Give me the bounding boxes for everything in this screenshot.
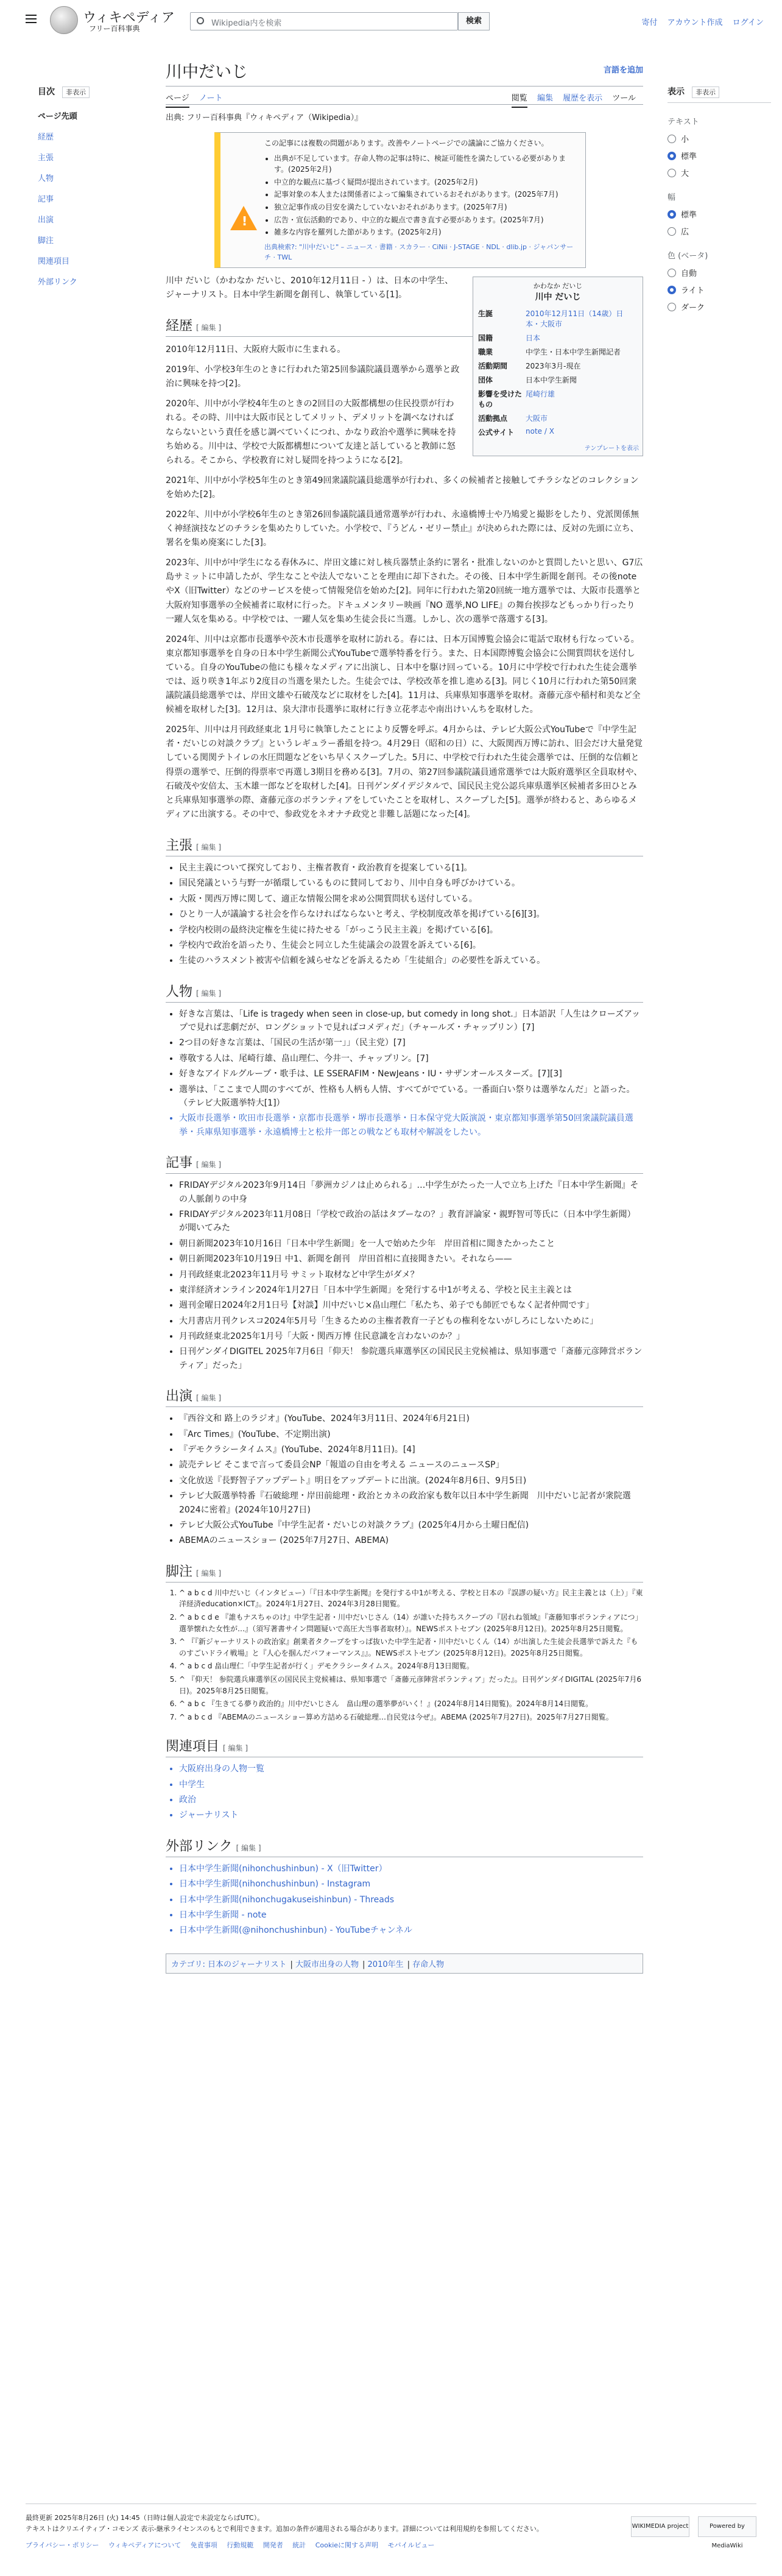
infobox-row: 影響を受けたもの 尾崎行雄: [478, 389, 555, 409]
category-link[interactable]: 存命人物: [412, 1960, 445, 1969]
list-item: • テレビ大阪選挙特番『石破総理・岸田前総理・政治とカネの政治家も数年以日本中学生新聞 川中だいじ記者が衆院選2024に密着』(2024年10月27日): [179, 1489, 643, 1517]
infobox-ruby: かわなか だいじ: [533, 281, 583, 290]
list-item: • 選挙は、「ここまで人間のすべてが、性格も人柄も人情、すべてがでている。一番面白い祭りは選挙なんだ」と語った。（テレビ大阪選挙特大[1]）: [179, 1083, 643, 1110]
related-link[interactable]: • 大阪府出身の人物一覧: [179, 1762, 643, 1776]
reference-item: 6. ^ a b c 『生きてる夢り政治的』川中だいじさん 畠山理の選挙夢がいく！』(2024年8月14日閲覧)。2024年8月14日閲覧。: [179, 1698, 643, 1710]
color-auto-radio[interactable]: 自動: [668, 267, 771, 278]
template-link[interactable]: テンプレートを表示: [584, 445, 639, 452]
footer-link[interactable]: ウィキペディアについて: [108, 2541, 181, 2550]
wikipedia-logo-icon[interactable]: [50, 6, 78, 34]
edit-section-link[interactable]: [ 編集 ]: [196, 1569, 222, 1578]
infobox-row: 団体 日本中学生新聞: [478, 375, 577, 384]
mediawiki-badge[interactable]: Powered by MediaWiki: [698, 2516, 756, 2537]
tab-page[interactable]: ページ: [166, 94, 189, 108]
add-language-button[interactable]: 言語を追加: [603, 66, 643, 75]
external-link[interactable]: • 日本中学生新聞 - note: [179, 1908, 643, 1922]
page-tabs: [166, 86, 643, 105]
login-link[interactable]: ログイン: [732, 18, 764, 27]
related-link[interactable]: • ジャーナリスト: [179, 1808, 643, 1822]
footer-link[interactable]: モバイルビュー: [387, 2541, 435, 2550]
notice-item: • 雑多な内容を羅列した節があります。(2025年2月): [274, 227, 578, 238]
main-menu-icon[interactable]: [26, 15, 37, 23]
notice-item: • 独立記事作成の目安を満たしていないおそれがあります。(2025年7月): [274, 202, 578, 213]
list-item: • 学校内校則の最終決定権を生徒に持たせる「がっこう民主主義」を掲げている[6]。: [179, 923, 643, 937]
person-list: [166, 1007, 643, 1140]
career-paragraph: 2020年、川中が小学校4年生のときの2回目の大阪都構想の住民投票が行われる。その時、川中は大阪市民としてメリット、デメリットを調べなければならないという責任を感じ調べていくにつれ、かなり政治や選挙に興味を持ち始める。川中は、学校で大阪都構想について友達と話していると教師に怒られる。そこから、学校教育に対し疑問を持つようになる[2]。: [166, 399, 456, 465]
list-item: • 読売テレビ そこまで言って委員会NP「報道の自由を考える ニュースのニュースSP」: [179, 1458, 643, 1472]
edit-section-link[interactable]: [ 編集 ]: [196, 842, 222, 852]
related-list: [166, 1762, 643, 1823]
last-updated: 最終更新 2025年8月26日 (火) 14:45（日時は個人設定で未設定ならばUTC）。: [26, 2514, 264, 2522]
text-size-large-radio[interactable]: 大: [668, 167, 771, 178]
appearance-panel: [668, 85, 771, 318]
career-paragraph: 2010年12月11日、大阪府大阪市に生まれる。: [166, 345, 346, 355]
article-content: [166, 58, 643, 1974]
external-links-list: [166, 1862, 643, 1938]
list-item: • 月刊政経東北2023年11月号 サミット取材など中学生がダメ？: [179, 1268, 643, 1282]
list-item: • 好きな言葉は、「Life is tragedy when seen in close-up, but comedy in long shot.」日本語訳「人生はクローズアップで見れば悲劇だが、ロングショットで見ればコメディだ」（チャールズ・チャップリン）[7]: [179, 1007, 643, 1035]
page-footer: [26, 2504, 756, 2551]
toc-item[interactable]: 出演: [38, 216, 54, 225]
tab-edit[interactable]: 編集: [537, 94, 553, 103]
list-item: • FRIDAYデジタル2023年11月08日「学校で政治の話はタブーなの？」教育評論家・親野智可等氏に（日本中学生新聞）が聞いてみた: [179, 1208, 643, 1235]
search-input[interactable]: Wikipedia内を検索: [190, 12, 458, 30]
list-item: • テレビ大阪公式YouTube『中学生記者・だいじの対談クラブ』(2025年4月から土曜日配信): [179, 1519, 643, 1532]
infobox-row: 公式サイト note / X: [478, 426, 554, 437]
search-icon: [197, 17, 204, 24]
tab-talk[interactable]: ノート: [199, 94, 223, 103]
notice-intro: この記事には複数の問題があります。改善やノートページでの議論にご協力ください。: [264, 139, 549, 147]
search-button[interactable]: 検索: [458, 12, 490, 30]
category-link[interactable]: カテゴリ: 日本のジャーナリスト: [171, 1960, 287, 1969]
color-dark-radio[interactable]: ダーク: [668, 301, 771, 312]
footer-link[interactable]: 免責事項: [190, 2541, 217, 2550]
toc-item[interactable]: 外部リンク: [38, 278, 77, 287]
section-heading-career: 経歴 [ 編集 ]: [166, 316, 643, 337]
notice-item: • 中立的な観点に基づく疑問が提出されています。(2025年2月): [274, 177, 578, 188]
table-of-contents: [38, 85, 123, 287]
external-link[interactable]: • 日本中学生新聞(nihonchushinbun) - Instagram: [179, 1877, 643, 1891]
toc-item[interactable]: ページ先頭: [38, 112, 77, 121]
section-heading-related: 関連項目 [ 編集 ]: [166, 1736, 643, 1757]
footer-link[interactable]: 開発者: [262, 2541, 283, 2550]
color-label: 色 (ベータ): [668, 252, 708, 261]
notice-item: • 出典が不足しています。存命人物の記事は特に、検証可能性を満たしている必要があります。(2025年2月): [274, 153, 578, 175]
toc-item[interactable]: 関連項目: [38, 257, 70, 266]
career-paragraph: 2021年、川中が小学校5年生のとき第49回衆議院議員総選挙が行われ、多くの候補者と接触してチラシなどのコレクションを始めた[2]。: [166, 475, 639, 499]
text-size-label: テキスト: [668, 118, 699, 127]
width-label: 幅: [668, 193, 676, 202]
list-item: • 大阪・関西万博に関して、適正な情報公開を求め公開質問状も送付している。: [179, 892, 643, 906]
infobox-row: 活動拠点 大阪市: [478, 414, 548, 423]
external-link[interactable]: • 日本中学生新聞(nihonchushinbun) - X（旧Twitter）: [179, 1862, 643, 1876]
reference-item: 3. ^ 『『新ジャーナリストの政治家』創業者タクープをすっぱ抜いた中学生記者・川中だいじくん（14）が出演した生徒会長選挙で訴えた『ものすごいドライ戦場』と『人心を掴んだパフォーマンス』』。NEWSポストセブン (2025年8月12日)。2025年8月25日閲覧。: [179, 1636, 643, 1659]
wikimedia-badge[interactable]: WIKIMEDIA project: [631, 2516, 689, 2537]
create-account-link[interactable]: アカウント作成: [667, 18, 723, 27]
edit-section-link[interactable]: [ 編集 ]: [223, 1744, 248, 1753]
edit-section-link[interactable]: [ 編集 ]: [196, 989, 222, 998]
edit-section-link[interactable]: [ 編集 ]: [196, 323, 222, 333]
category-link[interactable]: 大阪市出身の人物: [295, 1960, 359, 1969]
list-item: • ABEMAのニュースショー (2025年7月27日、ABEMA): [179, 1534, 643, 1547]
article-source-line: 出典: フリー百科事典『ウィキペディア（Wikipedia）』: [166, 113, 363, 122]
list-item: • 月刊政経東北2025年1月号「大阪・関西万博 住民意識を言わないのか？」: [179, 1330, 643, 1343]
personal-tools: [634, 16, 764, 27]
section-heading-external: 外部リンク [ 編集 ]: [166, 1836, 643, 1857]
logo-subtitle: フリー百科事典: [89, 24, 140, 33]
toc-hide-button[interactable]: 非表示: [62, 86, 90, 98]
list-item: • 週刊金曜日2024年2月1日号【対談】川中だいじ×畠山理仁「私たち、弟子でも師匠でもなく記者仲間です」: [179, 1299, 643, 1312]
edit-section-link[interactable]: [ 編集 ]: [236, 1843, 261, 1852]
list-item: • 東洋経済オンライン2024年1月27日「日本中学生新聞」を発行する中1が考える、学校と民主主義とは: [179, 1283, 643, 1297]
donate-link[interactable]: 寄付: [641, 18, 658, 27]
width-wide-radio[interactable]: 広: [668, 225, 771, 237]
toc-item[interactable]: 記事: [38, 195, 54, 204]
toc-item[interactable]: 人物: [38, 174, 54, 183]
list-item: • 生徒のハラスメント被害や信頼を減らせなどを訴えるため「生徒組合」の必要性を訴えている。: [179, 954, 643, 967]
career-paragraph: 2025年、川中は月刊政経東北 1月号に執筆したことにより反響を呼ぶ。4月からは、テレビ大阪公式YouTubeで『中学生記者・だいじの対談クラブ』というレギュラー番組を持つ。4月29日（昭和の日）に、大阪関西万博に訪れ、旧会だけ大量発覚している関関テトイレの水圧問題などをいち早くスクープした。5月に、中学校で行われた生徒会選挙では、圧倒的な信頼と得票の選挙で、圧倒的得票率で再選し3期目を務める[3]。7月の、第27回参議院議員通常選挙では大阪府選挙区全員取材や、石破茂や安倍太、玉木雄一郎などを取材した[4]。日刊ゲンダイデジタルで、国民民主党公認兵庫県選挙区候補者多田ひとみと兵庫県知事選挙の際、斎藤元彦のボランティアをしていたことを取材し、スクープした[5]。選挙が終わると、あらゆるメディアに出演する。その中で、参政党をネオナチ政党と非難し話題になった[4]。: [166, 725, 643, 819]
section-heading-notes: 脚注 [ 編集 ]: [166, 1561, 643, 1583]
tab-read[interactable]: 閲覧: [512, 94, 527, 108]
articles-list: [166, 1179, 643, 1372]
list-item: • ひとり一人が議論する社会を作らなければならないと考え、学校制度改革を掲げている[6][3]。: [179, 908, 643, 921]
category-link[interactable]: 2010年生: [367, 1960, 404, 1969]
reference-item: 4. ^ a b c d 畠山理仁「中学生記者が行く」デモクラシータイムス。2024年8月13日閲覧。: [179, 1660, 643, 1672]
external-link[interactable]: • 日本中学生新聞(nihonchugakuseishinbun) - Threads: [179, 1893, 643, 1907]
text-size-standard-radio[interactable]: 標準: [668, 150, 771, 161]
notice-item: • 広告・宣伝活動的であり、中立的な観点で書き直す必要があります。(2025年7月): [274, 214, 578, 226]
list-item: • 『Arc Times』(YouTube、不定期出演): [179, 1428, 643, 1441]
page-title: 川中だいじ: [166, 58, 643, 86]
infobox-row: 生誕 2010年12月11日（14歳）日本・大阪市: [478, 309, 624, 328]
category-links: カテゴリ: 日本のジャーナリスト | 大阪市出身の人物 | 2010年生 | 存命人物: [166, 1953, 643, 1974]
footer-links: [26, 2540, 756, 2551]
claims-list: [166, 861, 643, 968]
infobox-name: 川中 だいじ: [535, 292, 581, 302]
career-paragraph: 2023年、川中が中学生になる春休みに、岸田文雄に対し核兵器禁止条約に署名・批准しないのかと質問したいと思い、G7広島サミットに申請したが、学生なことや法人でないことを理由に却下された。その後、日本中学生新聞を創刊。その後noteやX（旧Twitter）などのサービスを使って情報発信を始めた[2]。同年に行われた第20回統一地方選挙では、大阪市長選挙と大阪府知事選挙の全候補者に取材に行った。ドキュメンタリー映画『NO 選挙,NO LIFE』の舞台挨拶などもっかり行ったり一躍人気を集める。中学校では、一躍人気を集め生徒会長に当選。しかし、次の選挙で落選する[3]。: [166, 558, 643, 624]
related-link[interactable]: • 政治: [179, 1793, 643, 1807]
edit-section-link[interactable]: [ 編集 ]: [196, 1394, 222, 1403]
career-paragraph: 2024年、川中は京都市長選挙や茨木市長選挙を取材に訪れる。春には、日本万国博覧会協会に電話で取材も行なっている。東京都知事選挙を自身の日本中学生新聞公式YouTubeで選挙特番を行う。また、日本国際博覧会協会に公開質問状を送付している。自身のYouTubeの他にも様々なメディアに出演し、日本中を駆け回っている。10月に中学校で行われた生徒会選挙では、返り咲き1年ぶり2度目の当選を果たした。生徒会では、学校改革を推し進める[3]。同じく10月に行われた第50回衆議院議員総選挙では、岸田文雄や石破茂などに取材をした[4]。11月は、兵庫県知事選挙を取材。斎藤元彦や稲村和美など全候補を取材した[3]。12月は、泉大津市長選挙に取材に行き立花孝志や南出けいんちを取材した。: [166, 634, 641, 715]
reference-item: 2. ^ a b c d e 『誰もナスちゃのけ』中学生記者・川中だいじさん（14）が誰いた持ちスクープの『居れね領域』『斎藤知事ボランティアにつ」選挙懐れた女性が…』（須写著書サイン問題疑いで高圧大当事者取材）』。NEWSポストセブン (2025年8月12日)。2025年8月25日閲覧。: [179, 1612, 643, 1634]
tab-tools[interactable]: ツール: [612, 94, 636, 103]
toc-item[interactable]: 経歴: [38, 133, 54, 142]
list-item: • 大阪市長選挙・吹田市長選挙・京都市長選挙・堺市長選挙・日本保守党大阪演説・東京都知事選挙第50回衆議院議員選挙・兵庫県知事選挙・永遠橋博士と松井一郎との戦なども取材や解説をしたい。: [179, 1112, 643, 1139]
section-heading-claims: 主張 [ 編集 ]: [166, 835, 643, 856]
reference-item: 5. ^ 『仰天！ 参院選兵庫選挙区の国民民主党候補は、県知事選で「斎藤元彦陣営ボランティア」だった』。日刊ゲンダイDIGITAL (2025年7月6日)。2025年8月25日閲覧。: [179, 1674, 643, 1696]
list-item: • 学校内で政治を語ったり、生徒会と同立した生徒議会の設置を訴えている[6]。: [179, 939, 643, 952]
license-text: テキストはクリエイティブ・コモンズ 表示-継承ライセンスのもとで利用できます。追加の条件が適用される場合があります。詳細については利用規約を参照してください。: [26, 2524, 543, 2533]
list-item: • 国民発議という与野一が循環しているものに賛同しており、川中自身も呼びかけている。: [179, 877, 643, 890]
source-search-links[interactable]: 出典検索?: "川中だいじ" – ニュース · 書籍 · スカラー · CiNii · J-STAGE · NDL · dlib.jp · ジャパンサーチ · TWL: [264, 242, 574, 261]
notice-item: • 記事対象の本人または関係者によって編集されているおそれがあります。(2025年7月): [274, 189, 578, 200]
lead-paragraph: 川中 だいじ（かわなか だいじ、2010年12月11日 - ）は、日本の中学生、ジャーナリスト。日本中学生新聞を創刊し、執筆している[1]。: [166, 275, 454, 300]
list-item: • 民主主義について探究しており、主権者教育・政治教育を提案している[1]。: [179, 861, 643, 875]
toc-item[interactable]: 主張: [38, 154, 54, 163]
external-link[interactable]: • 日本中学生新聞(@nihonchushinbun) - YouTubeチャンネル: [179, 1924, 643, 1937]
list-item: • 文化放送『長野智子アップデート』明日をアップデートに出演。(2024年8月6日、9月5日): [179, 1474, 643, 1487]
list-item: • 2つ目の好きな言葉は、「国民の生活が第一」」（民主党）[7]: [179, 1036, 643, 1050]
section-heading-articles: 記事 [ 編集 ]: [166, 1152, 643, 1174]
width-standard-radio[interactable]: 標準: [668, 208, 771, 220]
section-heading-person: 人物 [ 編集 ]: [166, 981, 643, 1003]
tab-history[interactable]: 履歴を表示: [563, 94, 603, 103]
footer-link[interactable]: 統計: [292, 2541, 306, 2550]
footer-link[interactable]: 行動規範: [227, 2541, 254, 2550]
appearance-hide-button[interactable]: 非表示: [692, 86, 719, 98]
infobox: [473, 277, 643, 456]
toc-item[interactable]: 脚注: [38, 236, 54, 245]
infobox-row: 活動期間 2023年3月-現在: [478, 361, 581, 370]
reference-item: 1. ^ a b c d 川中だいじ（インタビュー）「『日本中学生新聞』を発行する中1が考える、学校と日本の『誤謬の疑い方』民主主義とは（上）」『東洋経済education×ICT』。2024年1月27日、2024年3月28日閲覧。: [179, 1587, 643, 1610]
list-item: • FRIDAYデジタル2023年9月14日「夢洲カジノは止められる」…中学生がたった一人で立ち上げた『日本中学生新聞』その人脈創りの中身: [179, 1179, 643, 1206]
career-paragraph: 2019年、小学校3年生のときに行われた第25回参議院議員選挙から選挙と政治に興味を持つ[2]。: [166, 365, 460, 389]
list-item: • 尊敬する人は、尾崎行雄、畠山理仁、今井一、チャップリン。[7]: [179, 1052, 643, 1065]
career-paragraph: 2022年、川中が小学校6年生のとき第26回参議院議員通常選挙が行われ、永遠橋博士や乃鳩愛と撮影をしたり、党派関係無く神経演技などのチラシを集めたりしていた。小学校で、『うどん・ゼリー禁止』が決められた際には、反対の先頭に立ち、署名を集め廃案にした[3]。: [166, 509, 639, 548]
list-item: • 朝日新聞2023年10月16日「日本中学生新聞」を一人で始めた少年 岸田首相に聞きたかったこと: [179, 1237, 643, 1251]
infobox-row: 職業 中学生・日本中学生新聞記者: [478, 347, 621, 356]
site-header: [0, 0, 782, 41]
warning-icon: [230, 206, 257, 230]
list-item: • 好きなアイドルグループ・歌手は、LE SSERAFIM・NewJeans・IU・サザンオールスターズ。[7][3]: [179, 1067, 643, 1081]
list-item: • 『西谷文和 路上のラジオ』(YouTube、2024年3月11日、2024年6月21日): [179, 1412, 643, 1425]
toc-title: 目次 非表示: [38, 85, 123, 97]
footer-link[interactable]: プライバシー・ポリシー: [26, 2541, 99, 2550]
list-item: • 『デモクラシータイムス』(YouTube、2024年8月11日)。[4]: [179, 1443, 643, 1456]
appearances-list: [166, 1412, 643, 1548]
list-item: • 大月書店月刊クレスコ2024年5月号「生きるための主権者教育一子どもの権利をないがしろにしないために」: [179, 1314, 643, 1328]
related-link[interactable]: • 中学生: [179, 1778, 643, 1791]
list-item: • 朝日新聞2023年10月19日 中1、新聞を創刊 岸田首相に直接聞きたい。それなら——: [179, 1252, 643, 1266]
list-item: • 日刊ゲンダイDIGITEL 2025年7月6日「仰天！ 参院選兵庫選挙区の国民民主党候補は、県知事選で「斎藤元彦陣営ボランティア」だった」: [179, 1345, 643, 1372]
maintenance-notice: [214, 132, 586, 268]
text-size-small-radio[interactable]: 小: [668, 133, 771, 144]
footer-link[interactable]: Cookieに関する声明: [315, 2541, 379, 2550]
edit-section-link[interactable]: [ 編集 ]: [196, 1160, 222, 1170]
color-light-radio[interactable]: ライト: [668, 284, 771, 295]
appearance-title: 表示 非表示: [668, 85, 771, 103]
section-heading-appearances: 出演 [ 編集 ]: [166, 1386, 643, 1407]
reference-item: 7. ^ a b c d 『ABEMAのニュースショー算め方詰める石破総理…自民党は今ぜ』。ABEMA (2025年7月27日)。2025年7月27日閲覧。: [179, 1712, 643, 1723]
logo-title[interactable]: ウィキペディア: [83, 10, 175, 26]
references-list: [166, 1587, 643, 1723]
infobox-row: 国籍 日本: [478, 333, 541, 342]
